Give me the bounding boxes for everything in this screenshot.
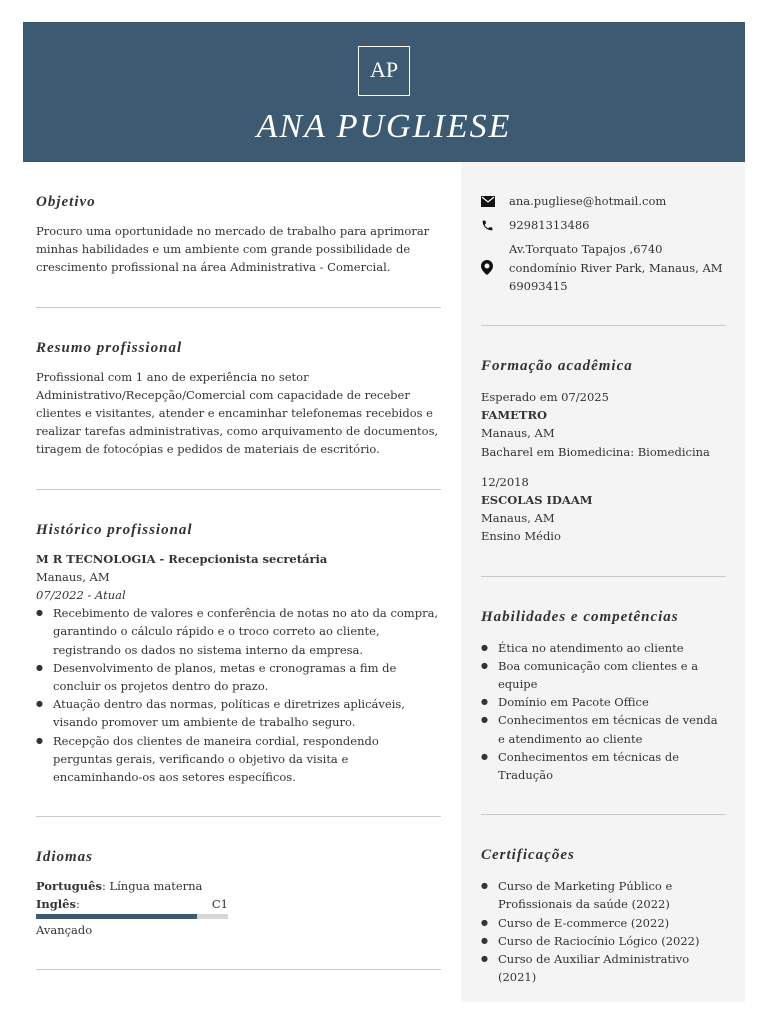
list-item: ● Recebimento de valores e conferência de notas no ato da compra, garantindo o cálculo rápido e o troco correto ao cliente, registrando os dados no sistema interno da empresa. — [36, 604, 441, 659]
main-column — [36, 162, 441, 970]
sidebar-column — [481, 162, 726, 986]
education-title: Formação acadêmica — [481, 358, 633, 375]
contact-phone — [481, 216, 726, 234]
certifications-title: Certificações — [481, 847, 575, 864]
job-location: Manaus, AM — [36, 569, 110, 584]
education-school: FAMETRO — [481, 408, 548, 423]
language-second-colon: : — [75, 897, 80, 912]
language-native-label: Português — [36, 879, 102, 894]
language-native-value: : Língua materna — [101, 879, 203, 894]
language-level-fill — [36, 914, 197, 919]
list-item: ● Curso de Auxiliar Administrativo (2021) — [481, 950, 726, 986]
address-line: condomínio River Park, Manaus, AM — [509, 260, 723, 275]
summary-text: Profissional com 1 ano de experiência no setor Administrativo/Recepção/Comercial com capacidade de receber clientes e visitantes, atender e encaminhar telefonemas recebidos e realizar tarefas administrativas, como arquivamento de documentos, tiragem de fotocópias e pedidos de materiais de escritório. — [36, 369, 439, 457]
list-item: ● Atuação dentro das normas, políticas e diretrizes aplicáveis, visando promover um ambiente de trabalho seguro. — [36, 695, 441, 731]
job-title: M R TECNOLOGIA - Recepcionista secretária — [36, 551, 328, 566]
list-item: ● Desenvolvimento de planos, metas e cronogramas a fim de concluir os projetos dentro do prazo. — [36, 659, 441, 695]
summary-title: Resumo profissional — [36, 339, 183, 356]
objective-title: Objetivo — [36, 194, 96, 210]
education-entry — [481, 388, 726, 461]
job-bullets — [36, 604, 441, 786]
contact-email — [481, 192, 726, 210]
education-location: Manaus, AM — [481, 511, 555, 526]
address-line: 69093415 — [509, 278, 568, 293]
education-degree: Ensino Médio — [481, 529, 561, 544]
list-item: ● Curso de E-commerce (2022) — [481, 914, 726, 932]
address-text — [509, 240, 723, 295]
language-level-bar — [36, 914, 228, 919]
languages-title: Idiomas — [36, 849, 94, 866]
skills-title: Habilidades e competências — [481, 608, 679, 625]
job-period: 07/2022 - Atual — [36, 588, 126, 603]
address-line: Av.Torquato Tapajos ,6740 — [509, 242, 663, 257]
email-text[interactable]: ana.pugliese@hotmail.com — [509, 194, 667, 208]
objective-text: Procuro uma oportunidade no mercado de trabalho para aprimorar minhas habilidades e um ambiente com grande possibilidade de crescimento profissional na área Administrativa - Comercial. — [36, 224, 430, 275]
phone-text: 92981313486 — [509, 218, 590, 233]
divider — [36, 969, 441, 970]
list-item: ● Conhecimentos em técnicas de Tradução — [481, 748, 726, 784]
contact-address — [481, 240, 726, 295]
education-school: ESCOLAS IDAAM — [481, 493, 593, 508]
language-second-label: Inglês — [36, 897, 76, 912]
list-item: ● Boa comunicação com clientes e a equipe — [481, 657, 726, 693]
history-title: Histórico profissional — [36, 521, 193, 538]
candidate-name: ANA PUGLIESE — [256, 108, 512, 145]
education-date: 12/2018 — [481, 474, 529, 489]
phone-icon — [481, 219, 509, 232]
list-item: ● Curso de Marketing Público e Profissionais da saúde (2022) — [481, 877, 726, 913]
skills-list — [481, 639, 726, 785]
initials-monogram: AP — [358, 46, 410, 96]
language-second-level: C1 — [211, 897, 228, 912]
education-entry — [481, 473, 726, 546]
language-second — [36, 895, 228, 913]
education-degree: Bacharel em Biomedicina: Biomedicina — [481, 444, 710, 459]
list-item: ● Recepção dos clientes de maneira cordial, respondendo perguntas gerais, verificando o objetivo da visita e encaminhando-os aos setores específicos. — [36, 732, 441, 787]
list-item: ● Ética no atendimento ao cliente — [481, 639, 726, 657]
certifications-list — [481, 877, 726, 986]
list-item: ● Domínio em Pacote Office — [481, 693, 726, 711]
envelope-icon — [481, 196, 509, 207]
list-item: ● Curso de Raciocínio Lógico (2022) — [481, 932, 726, 950]
language-native — [36, 877, 441, 895]
language-level-text: Avançado — [36, 922, 93, 937]
education-location: Manaus, AM — [481, 426, 555, 441]
education-date: Esperado em 07/2025 — [481, 390, 609, 405]
map-pin-icon — [481, 260, 509, 275]
list-item: ● Conhecimentos em técnicas de venda e atendimento ao cliente — [481, 711, 726, 747]
